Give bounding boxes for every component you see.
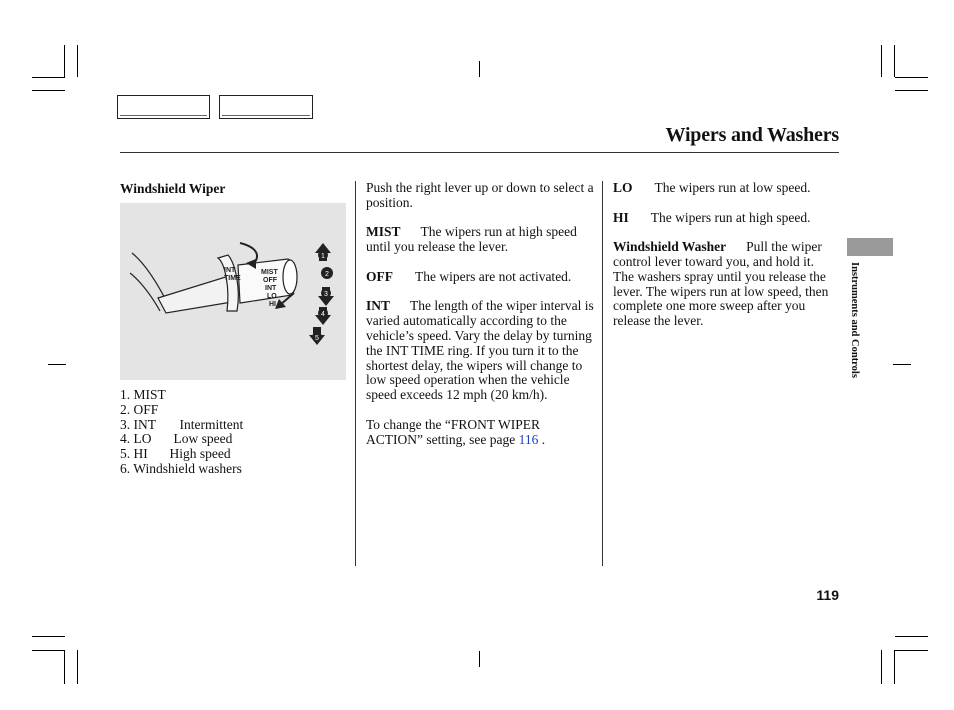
intro-paragraph: Push the right lever up or down to select a position. <box>366 180 594 210</box>
middle-column <box>366 181 596 462</box>
change-paragraph: To change the “FRONT WIPER ACTION” setting, see page 116 . <box>366 416 546 447</box>
hi-paragraph: HI The wipers run at high speed. <box>613 209 811 225</box>
lever-label-lo: LO <box>267 293 277 300</box>
section-heading: Windshield Wiper <box>120 181 226 196</box>
lever-label-int: INT <box>265 285 277 292</box>
lo-keyword: LO <box>613 180 633 195</box>
int-keyword: INT <box>366 298 391 314</box>
nav-box-contents[interactable] <box>117 95 210 119</box>
position-arrow-5 <box>309 327 325 345</box>
right-column <box>613 181 833 344</box>
position-arrow-2 <box>321 267 333 279</box>
page-title: Wipers and Washers <box>665 124 839 146</box>
lever-label-mist: MIST <box>261 269 278 276</box>
column-divider-right <box>602 181 603 566</box>
position-arrow-4 <box>315 307 331 325</box>
page-reference-link[interactable]: 116 <box>518 431 539 447</box>
legend-item: 6. Windshield washers <box>120 460 242 476</box>
int-paragraph: INT The length of the wiper interval is varied automatically according to the vehicle’s speed. Vary the delay by turning the INT TIME ring. If you turn it to the shortest delay, the wipers will change to low speed operation when the vehicle speed exceeds 12 mph (20 km/h). <box>366 298 594 403</box>
section-tab <box>847 238 893 256</box>
column-divider-left <box>355 181 356 566</box>
svg-text:4: 4 <box>321 311 325 318</box>
washer-paragraph: Windshield Washer Pull the wiper control lever toward you, and hold it. The washers spray until you release the lever. The wipers run at low speed, then complete one more sweep after you release the lever. <box>613 239 829 329</box>
off-paragraph: OFF The wipers are not activated. <box>366 268 572 284</box>
figure-legend <box>120 388 243 477</box>
svg-text:5: 5 <box>315 335 319 342</box>
legend-item: 1. MIST <box>120 387 166 402</box>
page-number: 119 <box>816 587 839 603</box>
lever-label-hi: HI <box>269 301 276 308</box>
washer-keyword: Windshield Washer <box>613 239 727 255</box>
wiper-lever-illustration <box>120 203 346 380</box>
legend-item: 5. HI High speed <box>120 446 231 462</box>
header-rule <box>120 152 839 153</box>
mist-keyword: MIST <box>366 224 401 240</box>
ring-label-int: INT <box>224 267 236 274</box>
off-keyword: OFF <box>366 268 393 284</box>
position-arrow-3 <box>318 287 334 306</box>
wiper-lever-figure <box>120 203 346 380</box>
svg-text:3: 3 <box>324 291 328 298</box>
svg-text:2: 2 <box>325 271 329 278</box>
position-arrow-1 <box>315 243 331 261</box>
legend-item: 3. INT Intermittent <box>120 416 244 432</box>
lever-label-off: OFF <box>263 277 277 284</box>
hi-keyword: HI <box>613 209 629 225</box>
section-tab-label: Instruments and Controls <box>849 262 860 378</box>
mist-paragraph: MIST The wipers run at high speed until you release the lever. <box>366 224 577 255</box>
nav-box-index[interactable] <box>219 95 313 119</box>
ring-label-time: TIME <box>224 275 241 282</box>
lo-paragraph: LO The wipers run at low speed. <box>613 180 811 195</box>
legend-item: 4. LO Low speed <box>120 431 233 447</box>
svg-text:1: 1 <box>321 253 325 260</box>
legend-item: 2. OFF <box>120 401 159 417</box>
